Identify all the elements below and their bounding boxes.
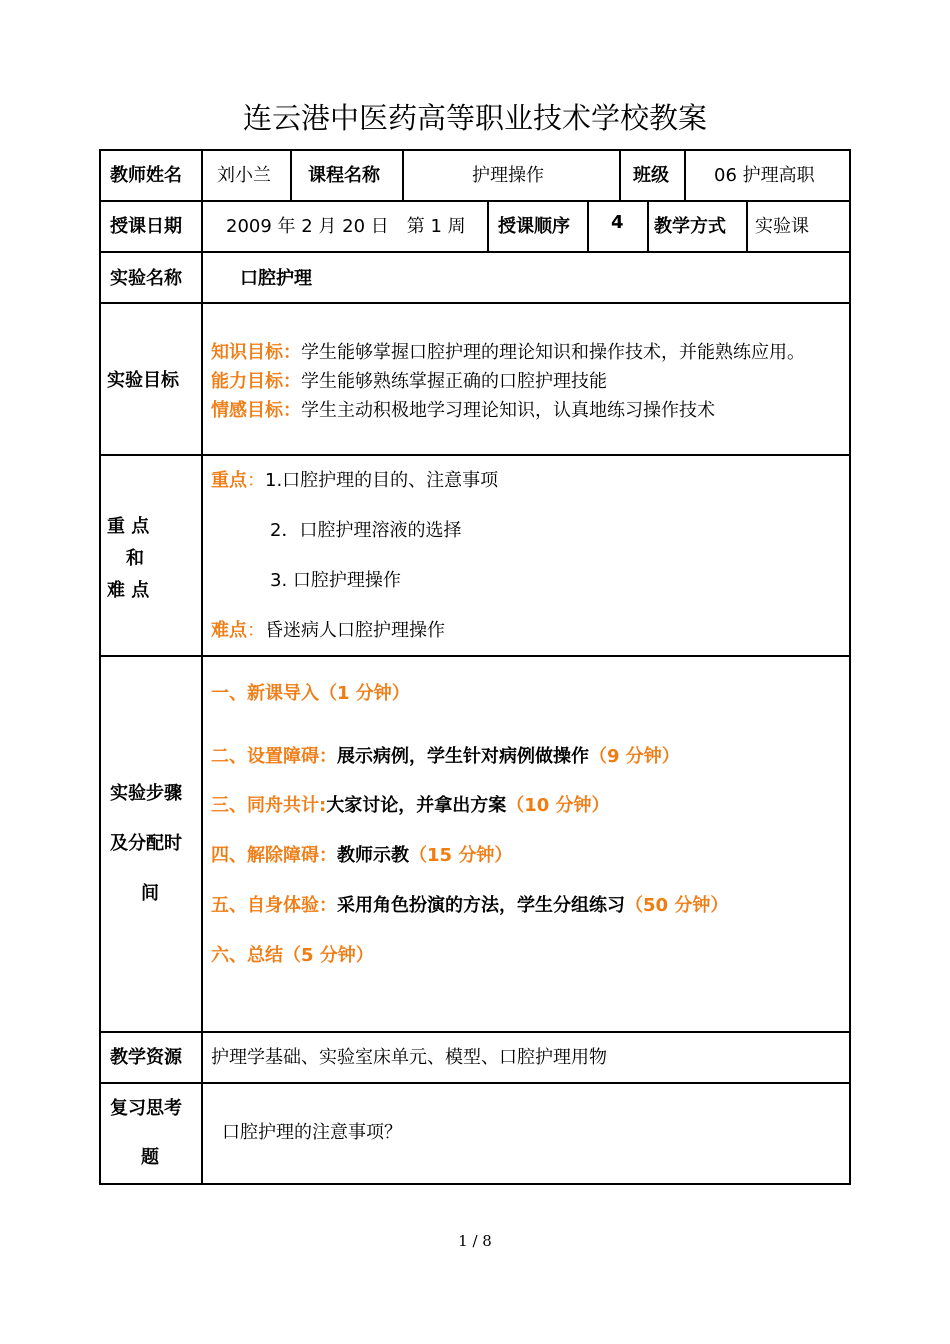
step-2: 二、设置障碍：展示病例，学生针对病例做操作（9 分钟） bbox=[211, 746, 680, 767]
difficult-point: 难点：昏迷病人口腔护理操作 bbox=[211, 620, 445, 641]
key-points-label-3: 难 点 bbox=[107, 580, 150, 601]
step-6: 六、总结（5 分钟） bbox=[211, 945, 374, 966]
steps-label-3: 间 bbox=[141, 883, 159, 904]
review-label-1: 复习思考 bbox=[110, 1098, 182, 1119]
order-label: 授课顺序 bbox=[498, 216, 570, 237]
method-label: 教学方式 bbox=[654, 216, 726, 237]
review-value: 口腔护理的注意事项？ bbox=[222, 1122, 402, 1143]
order-value: 4 bbox=[611, 212, 624, 233]
review-label-2: 题 bbox=[141, 1147, 159, 1168]
class-value: 06 护理高职 bbox=[714, 165, 815, 186]
experiment-name-value: 口腔护理 bbox=[240, 268, 312, 289]
date-label: 授课日期 bbox=[110, 216, 182, 237]
objective-knowledge: 知识目标：学生能够掌握口腔护理的理论知识和操作技术，并能熟练应用。 bbox=[211, 342, 805, 363]
class-label: 班级 bbox=[633, 165, 669, 186]
course-value: 护理操作 bbox=[472, 165, 544, 186]
objectives-label: 实验目标 bbox=[107, 370, 179, 391]
method-value: 实验课 bbox=[755, 216, 809, 237]
step-4: 四、解除障碍：教师示教（15 分钟） bbox=[211, 845, 513, 866]
key-points-label-1: 重 点 bbox=[107, 516, 150, 537]
key-point-2: 2．口腔护理溶液的选择 bbox=[270, 520, 462, 541]
key-points-label-2: 和 bbox=[126, 548, 144, 569]
steps-label-2: 及分配时 bbox=[110, 833, 182, 854]
document-title: 连云港中医药高等职业技术学校教案 bbox=[242, 101, 707, 135]
step-5: 五、自身体验：采用角色扮演的方法，学生分组练习（50 分钟） bbox=[211, 895, 729, 916]
teacher-label: 教师姓名 bbox=[110, 165, 182, 186]
date-value: 2009 年 2 月 20 日 第 1 周 bbox=[226, 216, 466, 237]
resources-label: 教学资源 bbox=[110, 1047, 182, 1068]
step-1: 一、新课导入（1 分钟） bbox=[211, 683, 410, 704]
key-point-3: 3. 口腔护理操作 bbox=[270, 570, 401, 591]
page-number: 1 / 8 bbox=[458, 1232, 492, 1250]
steps-label-1: 实验步骤 bbox=[110, 783, 182, 804]
objective-emotion: 情感目标：学生主动积极地学习理论知识，认真地练习操作技术 bbox=[211, 400, 715, 421]
step-3: 三、同舟共计:大家讨论，并拿出方案（10 分钟） bbox=[211, 795, 610, 816]
course-label: 课程名称 bbox=[308, 165, 380, 186]
experiment-name-label: 实验名称 bbox=[110, 268, 182, 289]
key-point-1: 重点：1.口腔护理的目的、注意事项 bbox=[211, 470, 499, 491]
objective-ability: 能力目标：学生能够熟练掌握正确的口腔护理技能 bbox=[211, 371, 607, 392]
teacher-value: 刘小兰 bbox=[217, 165, 271, 186]
resources-value: 护理学基础、实验室床单元、模型、口腔护理用物 bbox=[211, 1047, 607, 1068]
